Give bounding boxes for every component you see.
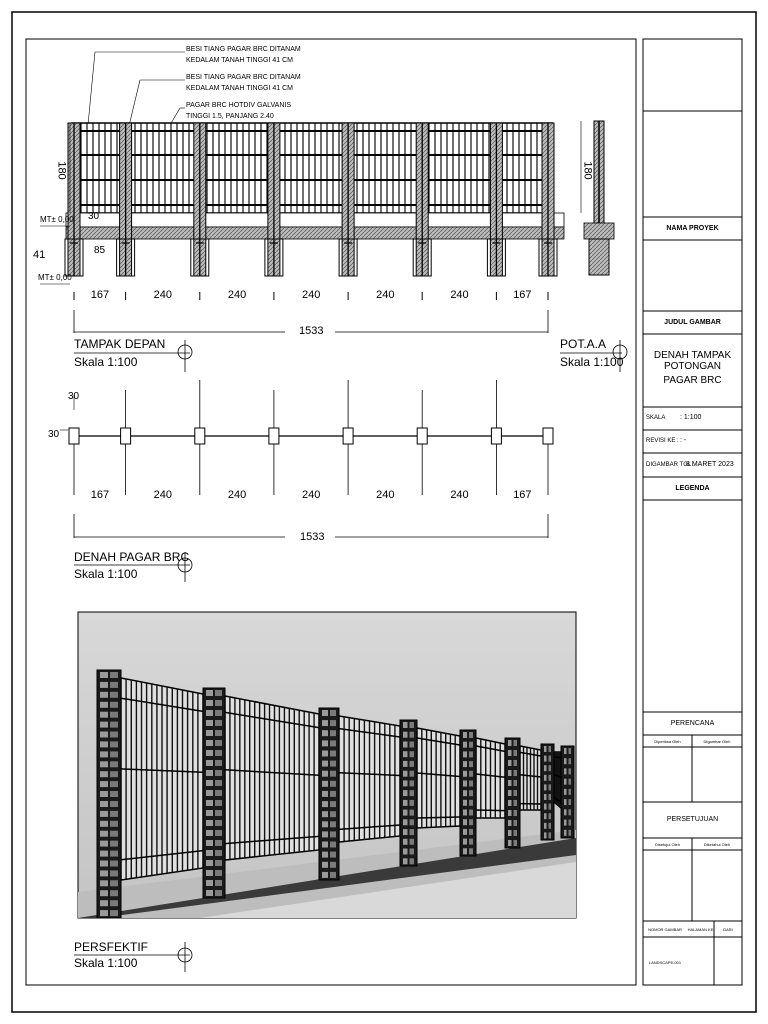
elevation-span-label: 240 — [376, 289, 395, 301]
section-aa — [560, 121, 627, 372]
plan-span-label: 167 — [513, 489, 532, 501]
elevation-post — [65, 123, 83, 276]
plan-post — [269, 390, 279, 495]
elevation-total-label: 1533 — [299, 325, 324, 337]
approval-label: PERSETUJUAN — [666, 815, 719, 823]
drawing-title-label: JUDUL GAMBAR — [664, 319, 721, 326]
perspective-post — [97, 670, 121, 918]
planner-label: PERENCANA — [670, 720, 715, 727]
plan-dim-left-label: 30 — [48, 429, 60, 440]
perspective-post — [319, 708, 339, 880]
section-height-label: 180 — [581, 161, 594, 180]
note2-line1: BESI TIANG PAGAR BRC DITANAM — [186, 74, 301, 81]
section-scale: Skala 1:100 — [560, 355, 624, 369]
drawing-title-line2: PAGAR BRC — [663, 374, 722, 386]
sheet-number-label: NOMOR GAMBAR — [648, 926, 682, 932]
page-label: HALAMAN KE — [687, 926, 714, 932]
date-label: DIGAMBAR TGL : — [646, 462, 695, 468]
perspective-render — [74, 612, 576, 972]
perspective-post — [505, 738, 520, 848]
perspective-fence-panel — [520, 746, 541, 810]
sheet-number-value: LANDSCAPE-001 — [648, 959, 682, 965]
plan-span-label: 167 — [90, 489, 110, 501]
date-value: 8 MARET 2023 — [686, 461, 734, 468]
level-bottom-label: MT± 0,00 — [38, 273, 72, 282]
plan-title: DENAH PAGAR BRC — [74, 550, 190, 564]
elevation-post — [339, 123, 357, 276]
of-label: DARI — [723, 926, 733, 932]
plan-total-label: 1533 — [300, 531, 325, 543]
perspective-post — [460, 730, 476, 856]
elevation-span-label: 240 — [227, 289, 247, 301]
plan-post — [417, 390, 427, 495]
perspective-scale: Skala 1:100 — [74, 956, 138, 970]
note1-line2: KEDALAM TANAH TINGGI 41 CM — [186, 57, 293, 64]
scale-value: : 1:100 — [680, 414, 702, 421]
plan-scale: Skala 1:100 — [74, 567, 138, 581]
revision-label: REVISI KE : — [646, 438, 679, 444]
dim-85-label: 85 — [94, 245, 106, 256]
perspective-fence-panel — [476, 738, 505, 818]
known-by-label: Diketahui Oleh — [703, 841, 731, 847]
perspective-post — [203, 688, 225, 898]
elevation-scale: Skala 1:100 — [74, 355, 138, 369]
section-title: POT.A.A — [560, 337, 607, 351]
plan-post — [543, 428, 553, 495]
plan-post — [195, 380, 205, 495]
title-block-lines — [643, 111, 742, 985]
plan-span-label: 240 — [302, 489, 321, 501]
front-elevation — [40, 52, 564, 372]
perspective-fence-panel — [339, 716, 400, 842]
plan-span-label: 240 — [376, 489, 395, 501]
elevation-post — [117, 123, 135, 276]
revision-value: : - — [680, 437, 687, 444]
perspective-post — [561, 746, 574, 838]
elevation-span-label: 240 — [302, 289, 321, 301]
elevation-span-label: 240 — [450, 289, 469, 301]
perspective-fence-panel — [225, 696, 319, 860]
dim-41-label: 41 — [33, 249, 46, 261]
elevation-post — [413, 123, 431, 276]
drawing-title-line1: DENAH TAMPAK POTONGAN — [653, 350, 732, 372]
checked-by-label: Diperiksa Oleh — [654, 738, 681, 744]
elevation-height-label: 180 — [55, 161, 68, 180]
note2-line2: KEDALAM TANAH TINGGI 41 CM — [186, 85, 293, 92]
plan-span-label: 240 — [153, 489, 173, 501]
perspective-post — [541, 744, 554, 840]
plan-post — [121, 390, 131, 495]
elevation-post — [487, 123, 505, 276]
elevation-title: TAMPAK DEPAN — [74, 337, 166, 351]
plan-post — [343, 380, 353, 495]
plan-span-label: 240 — [450, 489, 469, 501]
elevation-span-label: 240 — [153, 289, 173, 301]
drawn-by-label: Digambar Oleh — [703, 738, 731, 744]
perspective-post — [400, 720, 417, 866]
perspective-fence-panel — [121, 678, 203, 880]
elevation-span-label: 167 — [90, 289, 110, 301]
perspective-fence-panel — [554, 752, 561, 808]
scale-label: SKALA — [646, 415, 666, 421]
plan-post — [69, 428, 79, 495]
perspective-title: PERSFEKTIF — [74, 940, 149, 954]
level-top-label: MT± 0,00 — [40, 215, 74, 224]
plan-post — [491, 380, 501, 495]
plan-span-label: 240 — [227, 489, 247, 501]
elevation-post — [539, 123, 557, 276]
note3-line2: TINGGI 1.5, PANJANG 2.40 — [186, 113, 274, 120]
perspective-fence-panel — [417, 728, 460, 828]
note1-line1: BESI TIANG PAGAR BRC DITANAM — [186, 46, 301, 53]
elevation-post — [191, 123, 209, 276]
note3-line1: PAGAR BRC HOTDIV GALVANIS — [186, 102, 292, 109]
elevation-post — [265, 123, 283, 276]
approved-by-label: Disetujui Oleh — [655, 841, 680, 847]
project-name-label: NAMA PROYEK — [666, 225, 719, 232]
elevation-span-label: 167 — [513, 289, 532, 301]
legend-label: LEGENDA — [675, 485, 710, 492]
dim-30-label: 30 — [88, 211, 100, 222]
plan-dim-top-label: 30 — [68, 391, 80, 402]
